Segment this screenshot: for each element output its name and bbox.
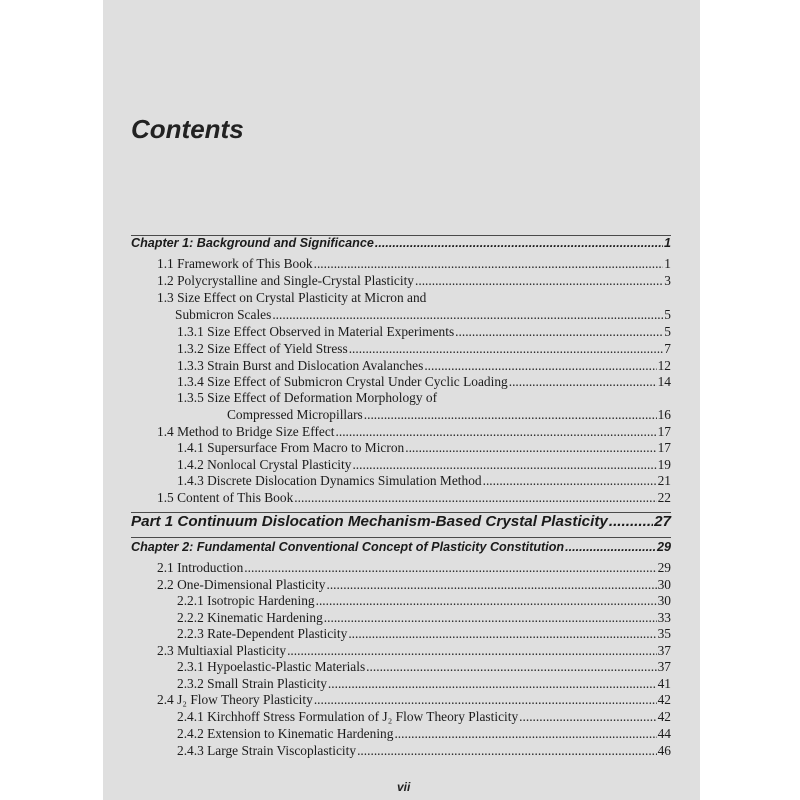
contents-heading: Contents <box>131 114 244 144</box>
toc-page-number: 12 <box>657 358 671 373</box>
toc-entry[interactable] <box>177 676 671 691</box>
toc-page-number: 27 <box>654 513 671 530</box>
dot-leader <box>405 440 656 455</box>
toc-page-number: 37 <box>657 659 671 674</box>
dot-leader <box>336 424 657 439</box>
toc-page-number: 1 <box>663 236 671 250</box>
dot-leader <box>244 560 656 575</box>
toc-entry-title: 1.3.4 Size Effect of Submicron Crystal Under Cyclic Loading <box>177 374 508 389</box>
toc-page-number: 30 <box>657 577 671 592</box>
toc-page-number: 46 <box>657 743 671 758</box>
toc-page-number: 14 <box>657 374 671 389</box>
toc-entry[interactable] <box>177 473 671 488</box>
toc-entry-title: 1.4.2 Nonlocal Crystal Plasticity <box>177 457 352 472</box>
divider <box>131 537 671 538</box>
dot-leader <box>294 490 656 505</box>
toc-entry-title: Compressed Micropillars <box>227 407 363 422</box>
toc-entry[interactable] <box>177 726 671 741</box>
toc-entry[interactable] <box>177 593 671 608</box>
toc-entry-title: 1.2 Polycrystalline and Single-Crystal Plasticity <box>157 273 414 288</box>
dot-leader <box>324 610 657 625</box>
toc-page-number: 1 <box>664 256 671 271</box>
toc-page-number: 30 <box>657 593 671 608</box>
dot-leader <box>349 341 664 356</box>
toc-entry-title: 2.2 One-Dimensional Plasticity <box>157 577 326 592</box>
toc-entry[interactable] <box>177 610 671 625</box>
toc-entry[interactable] <box>175 307 671 322</box>
dot-leader <box>272 307 663 322</box>
dot-leader <box>394 726 656 741</box>
toc-page-number: 3 <box>664 273 671 288</box>
toc-entry-title: 1.3.2 Size Effect of Yield Stress <box>177 341 348 356</box>
toc-entry[interactable] <box>157 490 671 505</box>
toc-entry[interactable] <box>177 457 671 472</box>
toc-entry[interactable] <box>157 256 671 271</box>
toc-entry-title: 2.3.2 Small Strain Plasticity <box>177 676 327 691</box>
toc-page-number: 17 <box>657 424 671 439</box>
toc-page-number: 29 <box>656 540 671 554</box>
toc-page-number: 42 <box>657 692 671 707</box>
toc-entry-title: Chapter 1: Background and Significance <box>131 236 374 250</box>
dot-leader <box>316 593 657 608</box>
toc-entry-title: 2.2.2 Kinematic Hardening <box>177 610 323 625</box>
toc-entry[interactable] <box>157 577 671 592</box>
dot-leader <box>483 473 657 488</box>
toc-part-entry[interactable] <box>131 514 671 529</box>
dot-leader <box>352 457 656 472</box>
toc-page-number: 5 <box>664 324 671 339</box>
toc-page-number: 42 <box>657 709 671 724</box>
toc-entry-first-line[interactable]: 1.3 Size Effect on Crystal Plasticity at Micron and <box>157 290 427 305</box>
toc-entry-title: 1.4.1 Supersurface From Macro to Micron <box>177 440 405 455</box>
toc-page-number: 44 <box>657 726 671 741</box>
toc-entry-first-line[interactable]: 1.3.5 Size Effect of Deformation Morphology of <box>177 390 438 405</box>
dot-leader <box>287 643 657 658</box>
toc-entry-title: Chapter 2: Fundamental Conventional Concept of Plasticity Constitution <box>131 540 565 554</box>
dot-leader <box>375 236 663 251</box>
dot-leader <box>609 514 653 529</box>
dot-leader <box>424 358 656 373</box>
toc-chapter-entry[interactable] <box>131 540 671 555</box>
toc-page-number: 35 <box>657 626 671 641</box>
toc-entry[interactable] <box>177 709 671 724</box>
dot-leader <box>348 626 656 641</box>
book-page <box>103 0 700 800</box>
toc-entry-title: 2.3 Multiaxial Plasticity <box>157 643 287 658</box>
toc-page-number: 17 <box>657 440 671 455</box>
toc-entry-title: 2.2.3 Rate-Dependent Plasticity <box>177 626 348 641</box>
toc-entry-title: 1.4.3 Discrete Dislocation Dynamics Simulation Method <box>177 473 482 488</box>
toc-page-number: 21 <box>657 473 671 488</box>
toc-entry[interactable] <box>157 560 671 575</box>
toc-entry[interactable] <box>157 643 671 658</box>
toc-entry-title: 2.4.1 Kirchhoff Stress Formulation of J₂ Flow Theory Plasticity <box>177 709 519 724</box>
toc-chapter-entry[interactable] <box>131 236 671 251</box>
toc-entry-title: 2.4.2 Extension to Kinematic Hardening <box>177 726 394 741</box>
toc-page-number: 37 <box>657 643 671 658</box>
toc-entry[interactable] <box>177 358 671 373</box>
dot-leader <box>519 709 656 724</box>
toc-page-number: 29 <box>657 560 671 575</box>
dot-leader <box>415 273 663 288</box>
toc-entry-title: Submicron Scales <box>175 307 272 322</box>
toc-page-number: 22 <box>657 490 671 505</box>
toc-entry-title: 2.3.1 Hypoelastic-Plastic Materials <box>177 659 366 674</box>
toc-entry-title: 2.4.3 Large Strain Viscoplasticity <box>177 743 357 758</box>
toc-page-number: 33 <box>657 610 671 625</box>
dot-leader <box>314 256 664 271</box>
toc-entry[interactable] <box>177 743 671 758</box>
dot-leader <box>357 743 657 758</box>
dot-leader <box>455 324 663 339</box>
dot-leader <box>314 692 657 707</box>
toc-entry-title: 1.3.1 Size Effect Observed in Material Experiments <box>177 324 455 339</box>
toc-entry[interactable] <box>157 273 671 288</box>
dot-leader <box>565 540 656 555</box>
dot-leader <box>326 577 656 592</box>
toc-entry-title: 2.1 Introduction <box>157 560 244 575</box>
toc-entry[interactable] <box>157 424 671 439</box>
toc-entry-title: 1.5 Content of This Book <box>157 490 294 505</box>
toc-page-number: 41 <box>657 676 671 691</box>
dot-leader <box>364 407 657 422</box>
toc-entry-title: 1.4 Method to Bridge Size Effect <box>157 424 335 439</box>
toc-entry[interactable] <box>177 341 671 356</box>
toc-entry[interactable] <box>227 407 671 422</box>
toc-entry-title: 2.2.1 Isotropic Hardening <box>177 593 315 608</box>
toc-page-number: 19 <box>657 457 671 472</box>
toc-page-number: 5 <box>664 307 671 322</box>
dot-leader <box>328 676 657 691</box>
toc-entry[interactable] <box>177 626 671 641</box>
toc-entry-title: Part 1 Continuum Dislocation Mechanism-Based Crystal Plasticity <box>131 513 608 530</box>
toc-entry[interactable] <box>157 692 671 707</box>
toc-entry-title: 1.3.3 Strain Burst and Dislocation Avalanches <box>177 358 424 373</box>
dot-leader <box>509 374 657 389</box>
toc-entry[interactable] <box>177 374 671 389</box>
toc-entry-title: 2.4 J₂ Flow Theory Plasticity <box>157 692 313 707</box>
toc-entry[interactable] <box>177 324 671 339</box>
toc-entry[interactable] <box>177 659 671 674</box>
toc-page-number: 7 <box>664 341 671 356</box>
toc-entry[interactable] <box>177 440 671 455</box>
page-number-folio: vii <box>397 780 411 794</box>
toc-page-number: 16 <box>657 407 671 422</box>
toc-entry-title: 1.1 Framework of This Book <box>157 256 313 271</box>
dot-leader <box>366 659 656 674</box>
